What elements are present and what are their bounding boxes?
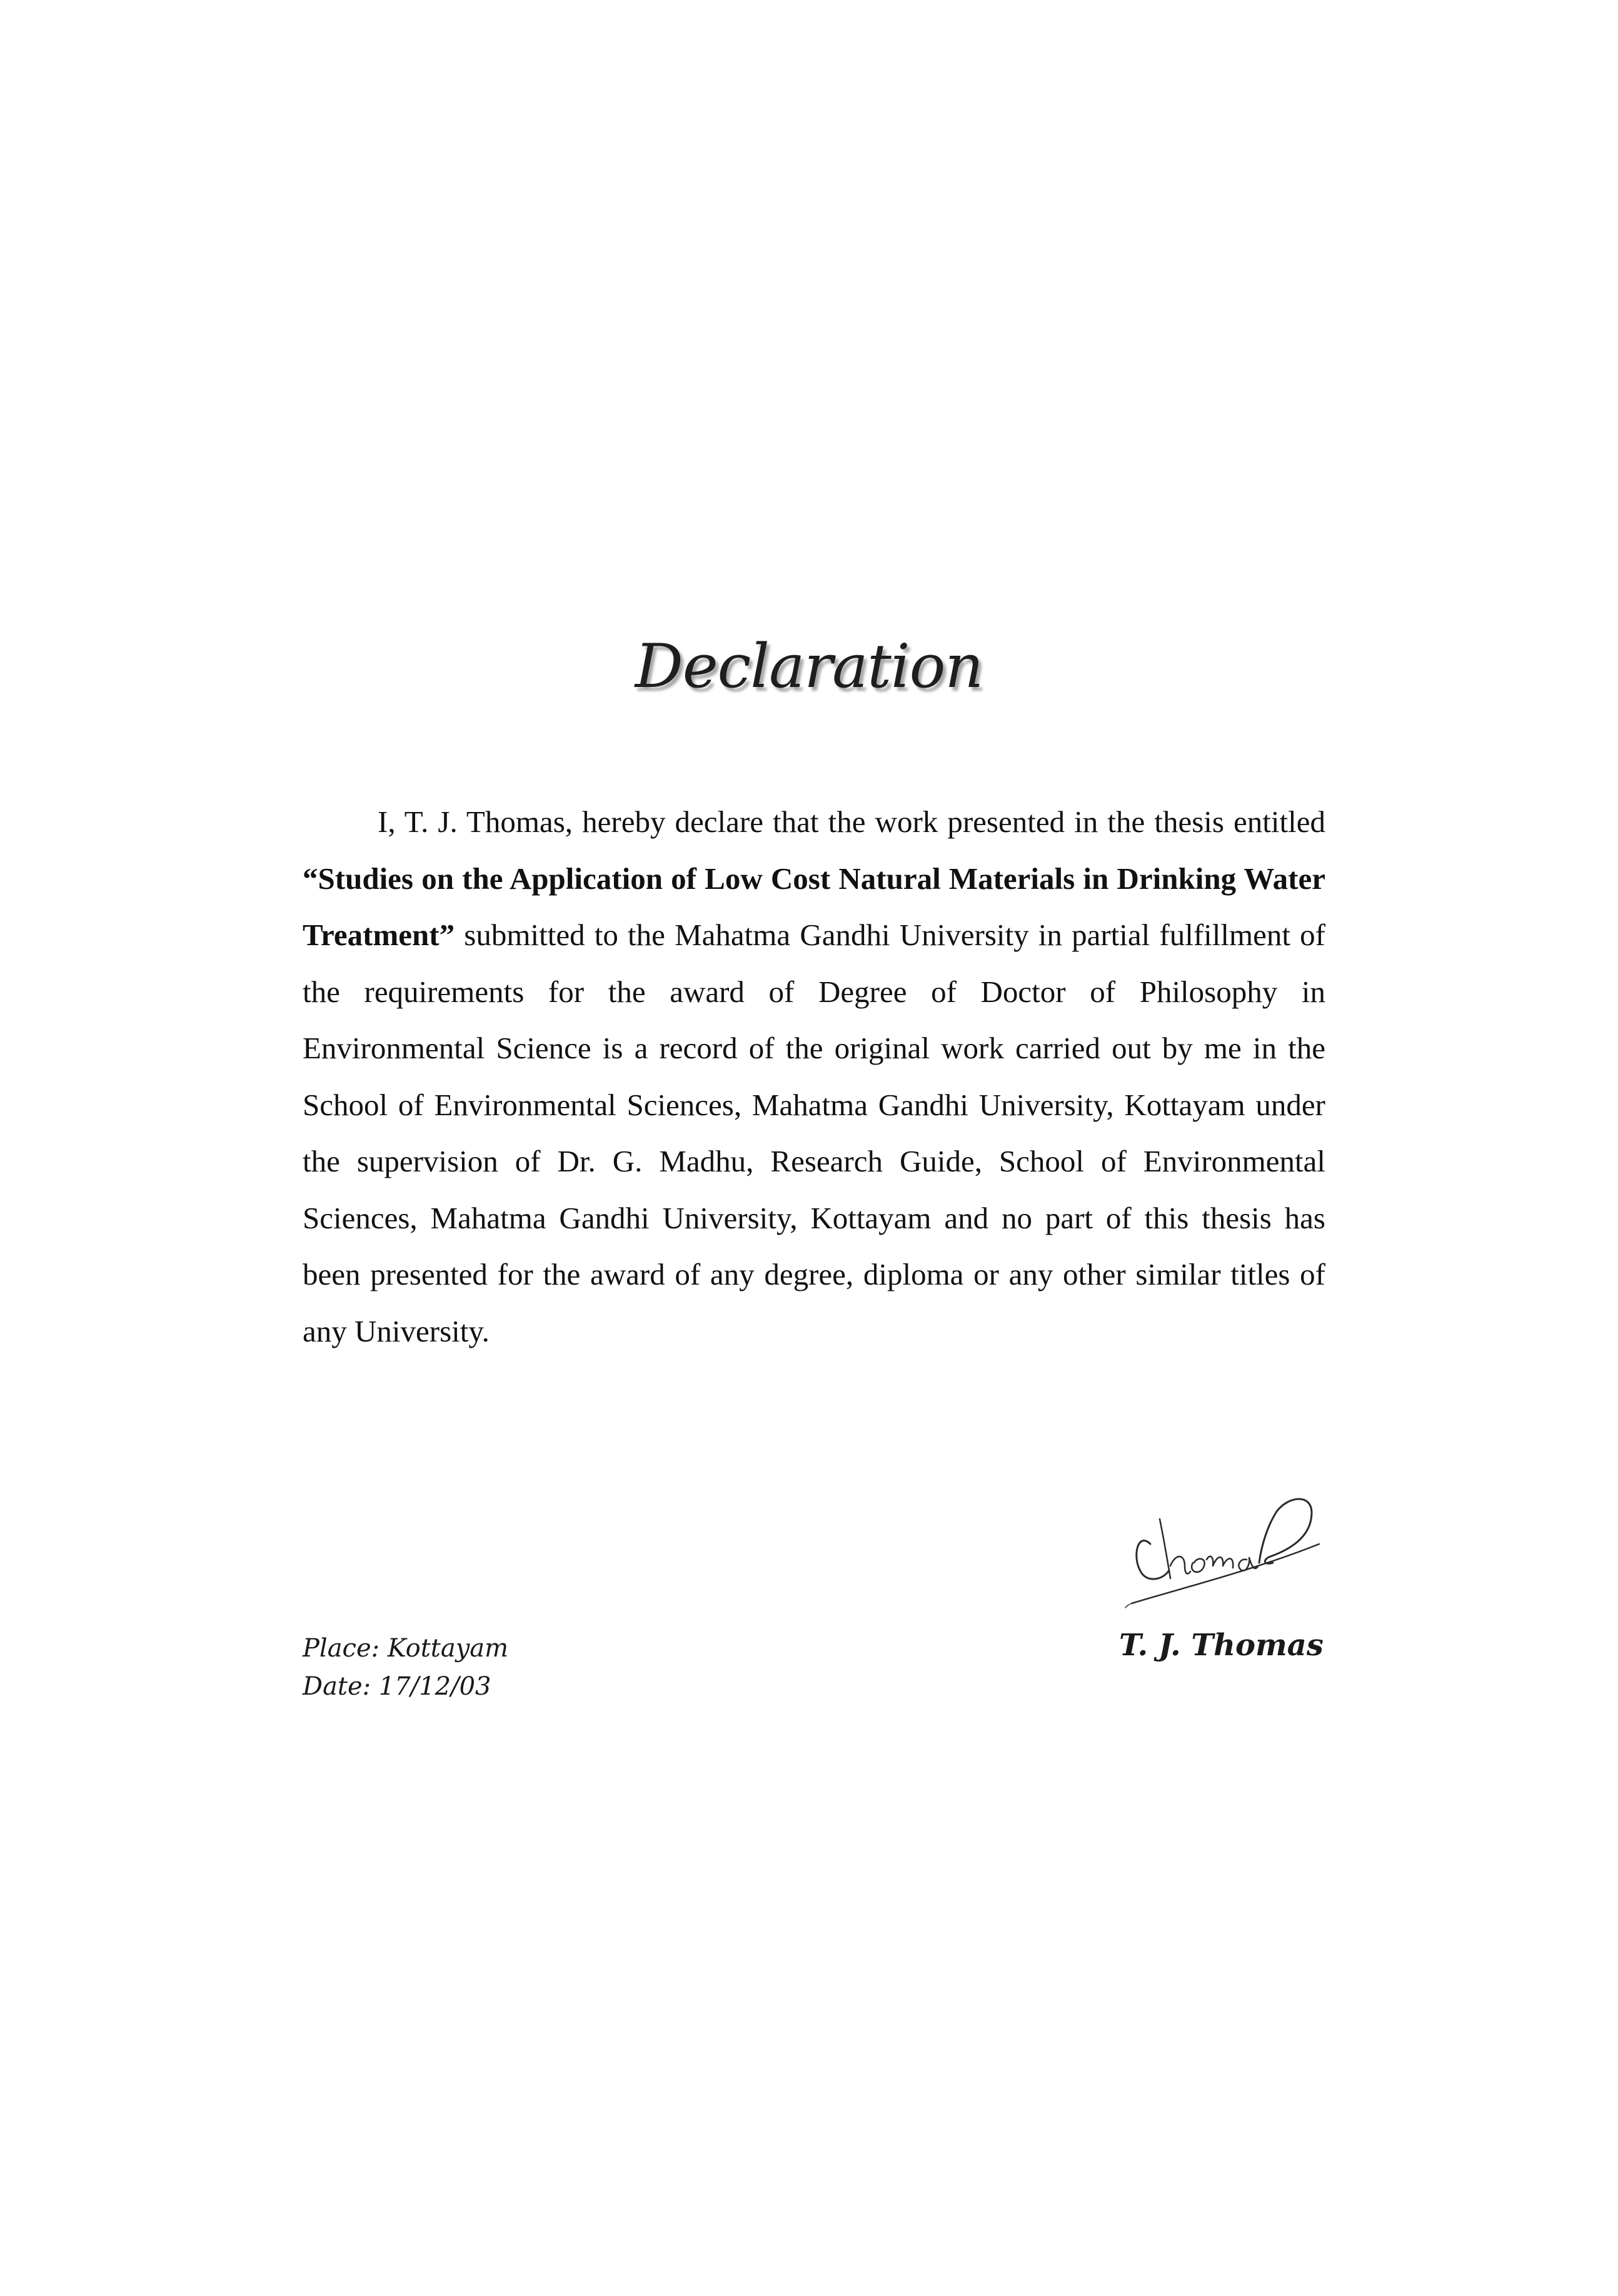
- place-line: Place: Kottayam: [303, 1634, 509, 1663]
- declaration-paragraph: [303, 794, 1325, 1360]
- signer-name: T. J. Thomas: [1119, 1628, 1324, 1663]
- body-rest: submitted to the Mahatma Gandhi University in partial fulfillment of the requirements for the award of Degree of Doctor of Philosophy in Environmental Science is a record of the original work carried out by me in the School of Environmental Sciences, Mahatma Gandhi University, Kottayam under the supervision of Dr. G. Madhu, Research Guide, School of Environmental Sciences, Mahatma Gandhi University, Kottayam and no part of this thesis has been presented for the award of any degree, diploma or any other similar titles of any University.: [303, 918, 1325, 1348]
- body-intro: I, T. J. Thomas, hereby declare that the work presented in the thesis entitled: [378, 805, 1325, 839]
- handwritten-signature: [1113, 1438, 1325, 1613]
- thesis-title: “Studies on the Application of Low Cost Natural Materials in Drinking Water Treatment”: [303, 861, 1325, 952]
- date-line: Date: 17/12/03: [303, 1672, 491, 1701]
- page-title: Declaration: [635, 631, 983, 701]
